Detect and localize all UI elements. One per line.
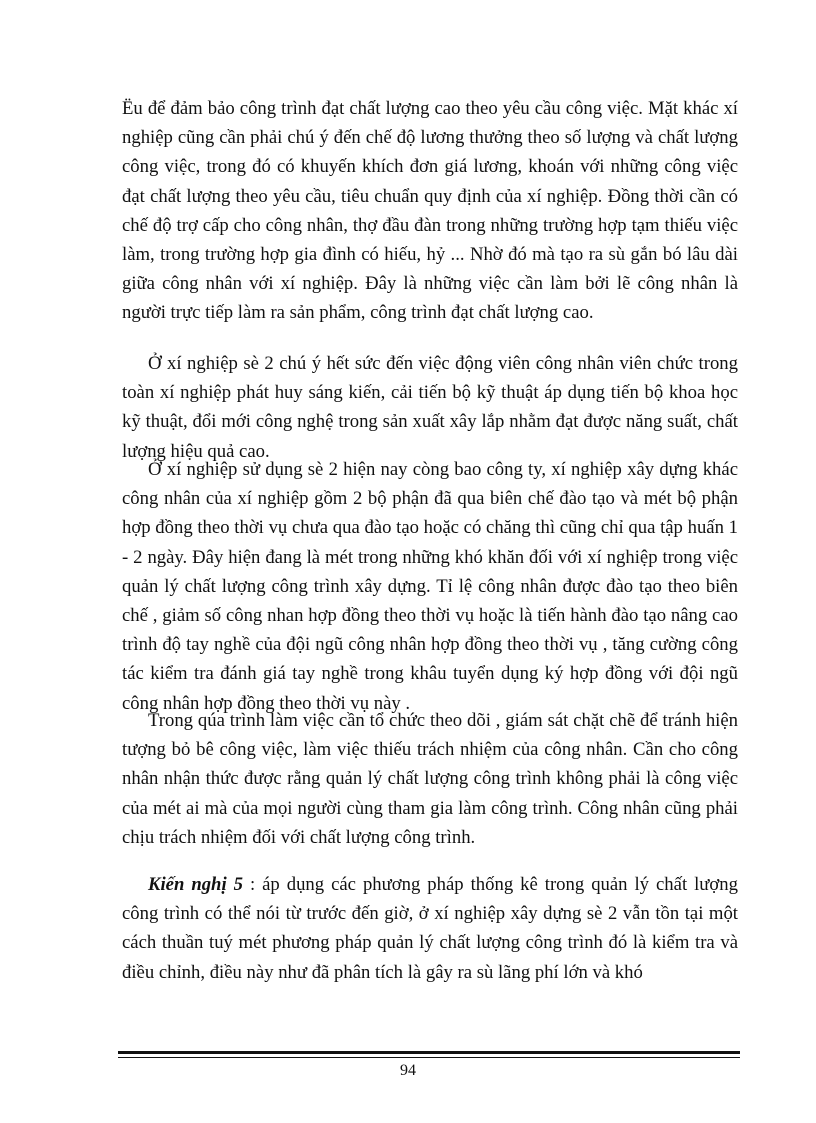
paragraph-3: Ở xí nghiệp sử dụng sè 2 hiện nay còng bao công ty, xí nghiệp xây dựng khác công nhân của xí nghiệp gồm 2 bộ phận đã qua biên chế đào tạo và mét bộ phận hợp đồng theo thời vụ chưa qua đào tạo hoặc có chăng thì cũng chỉ qua tập huấn 1 - 2 ngày. Đây hiện đang là mét trong những khó khăn đối với xí nghiệp trong việc quản lý chất lượng công trình xây dựng. Tỉ lệ công nhân được đào tạo theo biên chế , giảm số công nhan hợp đồng theo thời vụ hoặc là tiến hành đào tạo nâng cao trình độ tay nghề của đội ngũ công nhân hợp đồng theo thời vụ , tăng cường công tác kiểm tra đánh giá tay nghề trong khâu tuyển dụng ký hợp đồng với đội ngũ công nhân hợp đồng theo thời vụ này . bbox=[122, 459, 738, 714]
recommendation-label: Kiến nghị 5 bbox=[148, 874, 243, 895]
footer-rule-thick bbox=[118, 1051, 740, 1054]
footer-rule-thin bbox=[118, 1057, 740, 1058]
recommendation-paragraph bbox=[122, 870, 738, 987]
paragraph-2: Ở xí nghiệp sè 2 chú ý hết sức đến việc động viên công nhân viên chức trong toàn xí nghiệp phát huy sáng kiến, cải tiến bộ kỹ thuật áp dụng tiến bộ khoa học kỹ thuật, đổi mới công nghệ trong sản xuất xây lắp nhằm đạt được năng suất, chất lượng hiệu quả cao. bbox=[122, 353, 738, 462]
recommendation-text: : áp dụng các phương pháp thống kê trong quản lý chất lượng công trình có thể nói từ trước đến giờ, ở xí nghiệp xây dựng sè 2 vẫn tồn tại một cách thuần tuý mét phương pháp quản lý chất lượng công trình đó là kiểm tra và điều chỉnh, điều này như đã phân tích là gây ra sù lãng phí lớn và khó bbox=[122, 874, 738, 983]
paragraph-4: Trong qúa trình làm việc cần tổ chức theo dõi , giám sát chặt chẽ để tránh hiện tượng bỏ bê công việc, làm việc thiếu trách nhiệm của công nhân. Cần cho công nhân nhận thức được rằng quản lý chất lượng công trình không phải là công việc của mét ai mà của mọi người cùng tham gia làm công trình. Công nhân cũng phải chịu trách nhiệm đối với chất lượng công trình. bbox=[122, 710, 738, 848]
page-number: 94 bbox=[400, 1062, 416, 1079]
paragraph-1: Ëu để đảm bảo công trình đạt chất lượng cao theo yêu cầu công việc. Mặt khác xí nghiệp cũng cần phải chú ý đến chế độ lương thưởng theo số lượng và chất lượng công việc, trong đó có khuyến khích đơn giá lương, khoán với những công việc đạt chất lượng theo yêu cầu, tiêu chuẩn quy định của xí nghiệp. Đồng thời cần có chế độ trợ cấp cho công nhân, thợ đầu đàn trong những trường hợp tạm thiếu việc làm, trong trường hợp gia đình có hiếu, hỷ ... Nhờ đó mà tạo ra sù gắn bó lâu dài giữa công nhân với xí nghiệp. Đây là những việc cần làm bởi lẽ công nhân là người trực tiếp làm ra sản phẩm, công trình đạt chất lượng cao. bbox=[122, 98, 738, 324]
